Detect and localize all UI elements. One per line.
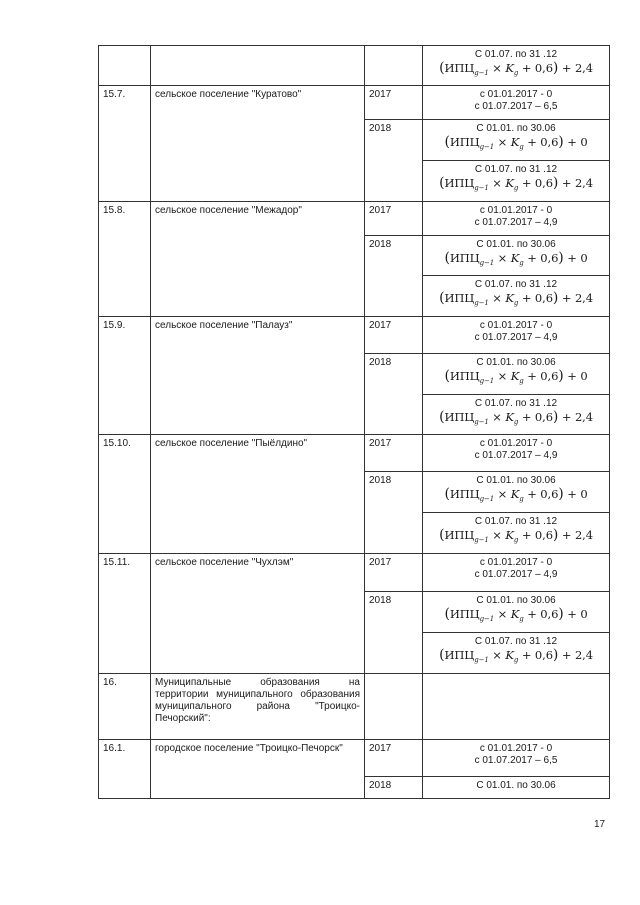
rate-cell [423, 740, 610, 777]
year-cell [365, 46, 423, 86]
rate-period: С 01.07. по 31 .12 [474, 49, 558, 60]
rate-formula: $(ИПЦ_{g-1} \times K_g + 0,6) + 2,4$ [439, 409, 593, 426]
rate-period: С 01.01. по 30.06 [476, 239, 556, 250]
table-row [99, 46, 610, 86]
rate-formula: $(ИПЦ_{g-1} \times K_g + 0,6) + 0$ [444, 368, 588, 385]
rate-line: с 01.01.2017 - 0 [479, 205, 553, 216]
name-cell: Муниципальные образования на территории муниципального образования муниципального района "Троицко-Печорский": [151, 674, 365, 740]
number-cell: 15.11. [99, 554, 151, 674]
rate-period: С 01.07. по 31 .12 [474, 636, 558, 647]
rate-cell [423, 633, 610, 674]
table-row [99, 435, 610, 472]
rate-line: с 01.07.2017 – 4,9 [474, 569, 558, 580]
year-cell: 2017 [365, 740, 423, 777]
rate-formula: $(ИПЦ_{g-1} \times K_g + 0,6) + 2,4$ [439, 647, 593, 664]
table-row [99, 554, 610, 592]
table-row [99, 317, 610, 354]
rate-period: С 01.07. по 31 .12 [474, 164, 558, 175]
tariff-table [98, 45, 610, 799]
rate-cell [423, 674, 610, 740]
rate-line: с 01.01.2017 - 0 [479, 320, 553, 331]
name-cell: сельское поселение "Палауз" [151, 317, 365, 435]
rate-formula: $(ИПЦ_{g-1} \times K_g + 0,6) + 2,4$ [439, 527, 593, 544]
rate-period: С 01.01. по 30.06 [476, 357, 556, 368]
rate-line: с 01.01.2017 - 0 [479, 89, 553, 100]
rate-cell [423, 120, 610, 161]
rate-period: С 01.07. по 31 .12 [474, 516, 558, 527]
number-cell: 16. [99, 674, 151, 740]
rate-formula: $(ИПЦ_{g-1} \times K_g + 0,6) + 2,4$ [439, 175, 593, 192]
rate-line: с 01.07.2017 – 6,5 [474, 755, 558, 766]
rate-cell [423, 202, 610, 236]
table-row [99, 86, 610, 120]
table-row [99, 740, 610, 777]
name-cell: сельское поселение "Пыёлдино" [151, 435, 365, 554]
name-cell: сельское поселение "Межадор" [151, 202, 365, 317]
rate-formula: $(ИПЦ_{g-1} \times K_g + 0,6) + 2,4$ [439, 290, 593, 307]
rate-cell [423, 777, 610, 799]
number-cell: 15.8. [99, 202, 151, 317]
rate-cell [423, 513, 610, 554]
year-cell: 2018 [365, 354, 423, 435]
rate-period: С 01.07. по 31 .12 [474, 279, 558, 290]
year-cell: 2018 [365, 472, 423, 554]
rate-line: с 01.01.2017 - 0 [479, 743, 553, 754]
rate-cell [423, 276, 610, 317]
rate-cell [423, 395, 610, 435]
name-cell: сельское поселение "Чухлэм" [151, 554, 365, 674]
year-cell: 2017 [365, 435, 423, 472]
rate-cell [423, 554, 610, 592]
rate-period: С 01.01. по 30.06 [476, 595, 556, 606]
rate-line: с 01.07.2017 – 4,9 [474, 217, 558, 228]
year-cell: 2017 [365, 554, 423, 592]
number-cell: 15.7. [99, 86, 151, 202]
rate-cell [423, 161, 610, 202]
year-cell: 2018 [365, 777, 423, 799]
rate-cell [423, 354, 610, 395]
table-row [99, 674, 610, 740]
year-cell: 2018 [365, 120, 423, 202]
rate-formula: $(ИПЦ_{g-1} \times K_g + 0,6) + 0$ [444, 486, 588, 503]
name-cell [151, 46, 365, 86]
rate-period: С 01.07. по 31 .12 [474, 398, 558, 409]
name-cell: сельское поселение "Куратово" [151, 86, 365, 202]
rate-cell [423, 46, 610, 86]
rate-line: с 01.07.2017 – 4,9 [474, 332, 558, 343]
rate-line: с 01.07.2017 – 6,5 [474, 101, 558, 112]
rate-formula: $(ИПЦ_{g-1} \times K_g + 0,6) + 0$ [444, 606, 588, 623]
rate-line: с 01.07.2017 – 4,9 [474, 450, 558, 461]
year-cell: 2017 [365, 86, 423, 120]
number-cell: 16.1. [99, 740, 151, 799]
rate-line: с 01.01.2017 - 0 [479, 438, 553, 449]
rate-cell [423, 472, 610, 513]
year-cell: 2017 [365, 202, 423, 236]
year-cell: 2018 [365, 236, 423, 317]
rate-line: с 01.01.2017 - 0 [479, 557, 553, 568]
year-cell: 2018 [365, 592, 423, 674]
number-cell: 15.9. [99, 317, 151, 435]
rate-cell [423, 435, 610, 472]
name-cell: городское поселение "Троицко-Печорск" [151, 740, 365, 799]
rate-formula: $(ИПЦ_{g-1} \times K_g + 0,6) + 2,4$ [439, 60, 593, 77]
rate-period: С 01.01. по 30.06 [476, 475, 556, 486]
rate-period: С 01.01. по 30.06 [476, 780, 556, 791]
number-cell: 15.10. [99, 435, 151, 554]
year-cell: 2017 [365, 317, 423, 354]
rate-cell [423, 86, 610, 120]
rate-cell [423, 236, 610, 276]
number-cell [99, 46, 151, 86]
rate-formula: $(ИПЦ_{g-1} \times K_g + 0,6) + 0$ [444, 134, 588, 151]
page-number: 17 [594, 819, 606, 830]
table-row [99, 202, 610, 236]
rate-formula: $(ИПЦ_{g-1} \times K_g + 0,6) + 0$ [444, 250, 588, 267]
year-cell [365, 674, 423, 740]
rate-cell [423, 317, 610, 354]
rate-cell [423, 592, 610, 633]
rate-period: С 01.01. по 30.06 [476, 123, 556, 134]
